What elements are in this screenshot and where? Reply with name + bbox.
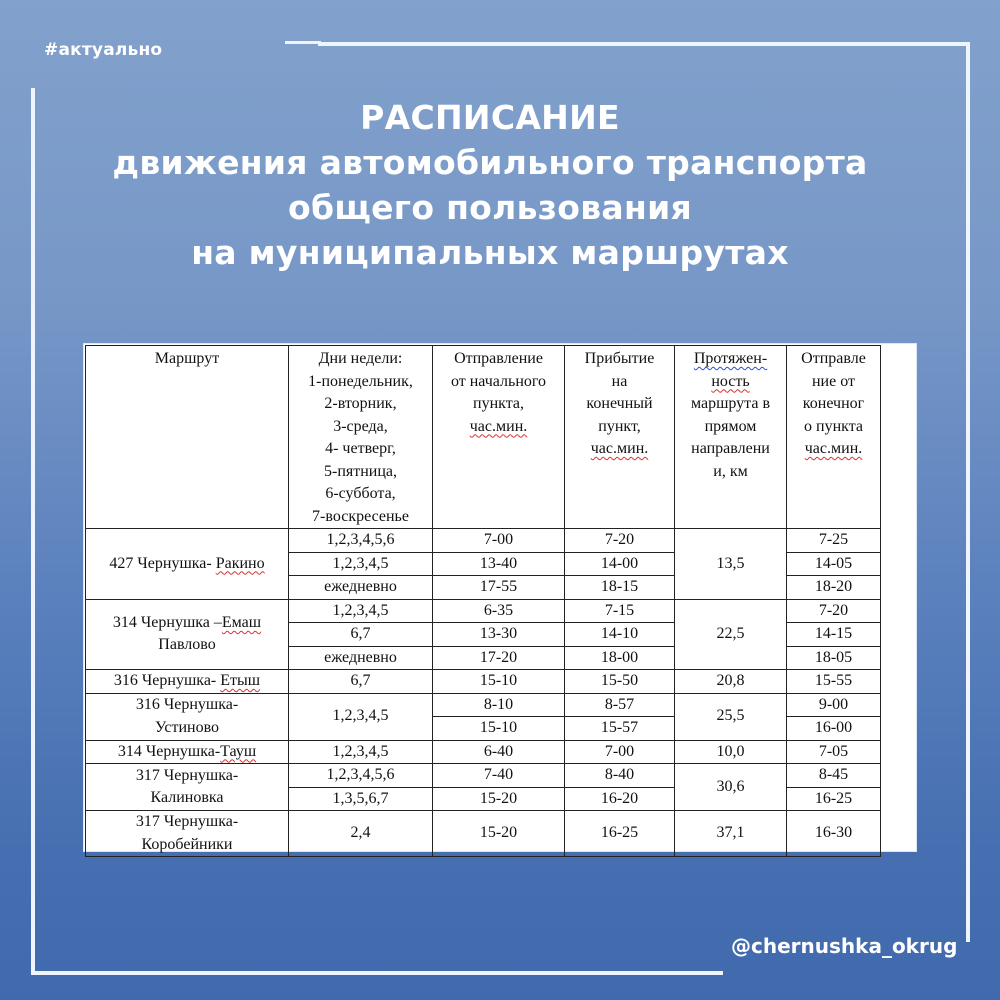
days-cell: 2,4 — [289, 811, 433, 857]
length-cell: 20,8 — [675, 670, 787, 694]
depart-cell: 15-20 — [433, 787, 565, 811]
days-cell: 1,3,5,6,7 — [289, 787, 433, 811]
route-name-cell — [86, 599, 289, 670]
route-name-line: Устиново — [154, 718, 220, 736]
frame-top-stub — [285, 41, 321, 44]
header-line: час.мин. — [804, 440, 863, 457]
days-cell: 1,2,3,4,5 — [289, 599, 433, 623]
header-arrival-end — [565, 346, 675, 529]
days-cell: 6,7 — [289, 670, 433, 694]
table-row — [86, 599, 881, 623]
title-line-1: РАСПИСАНИЕ — [360, 98, 620, 137]
header-departure-start — [433, 346, 565, 529]
depart-cell: 8-10 — [433, 693, 565, 717]
depart-cell: 6-40 — [433, 740, 565, 764]
length-cell: 22,5 — [675, 599, 787, 670]
header-line: на — [611, 372, 628, 390]
title-line-3: общего пользования — [288, 188, 692, 227]
header-line: пункта, — [473, 395, 524, 412]
depart-cell: 13-40 — [433, 552, 565, 576]
arrive-cell: 18-00 — [565, 646, 675, 670]
header-line: Протяжен- — [693, 350, 768, 367]
header-days-line: 4- четверг, — [325, 440, 396, 457]
route-name-cell — [86, 740, 289, 764]
route-name-cell — [86, 693, 289, 740]
header-line: Отправление — [454, 350, 543, 367]
arrive-cell: 7-20 — [565, 529, 675, 553]
header-length — [675, 346, 787, 529]
schedule-table — [85, 345, 881, 857]
table-header-row — [86, 346, 881, 529]
header-route — [86, 346, 289, 529]
route-name-cell — [86, 670, 289, 694]
header-line: Отправле — [801, 350, 866, 367]
arrive-cell: 14-00 — [565, 552, 675, 576]
route-name: 314 Чернушка-Тауш — [117, 742, 257, 760]
arrive-cell: 14-10 — [565, 623, 675, 647]
header-line: от начального — [450, 372, 547, 390]
arrive-cell: 16-25 — [565, 811, 675, 857]
arrive-cell: 8-57 — [565, 693, 675, 717]
depart-cell: 13-30 — [433, 623, 565, 647]
header-days-line: 2-вторник, — [324, 395, 397, 412]
return-cell: 7-05 — [787, 740, 881, 764]
depart-cell: 6-35 — [433, 599, 565, 623]
days-cell: 1,2,3,4,5 — [289, 693, 433, 740]
arrive-cell: 16-20 — [565, 787, 675, 811]
route-name-line: 314 Чернушка –Емаш — [112, 613, 262, 631]
header-days-line: 1-понедельник, — [308, 372, 413, 390]
header-days-line: Дни недели: — [318, 350, 403, 367]
arrive-cell: 15-57 — [565, 717, 675, 741]
arrive-cell: 18-15 — [565, 576, 675, 600]
frame-top-line — [318, 42, 970, 46]
depart-cell: 7-40 — [433, 764, 565, 788]
header-line: час.мин. — [590, 440, 649, 457]
table-row — [86, 670, 881, 694]
header-departure-end — [787, 346, 881, 529]
days-cell: 1,2,3,4,5 — [289, 740, 433, 764]
spellcheck-word: Ракино — [215, 554, 265, 572]
header-line: и, км — [713, 462, 748, 480]
return-cell: 18-05 — [787, 646, 881, 670]
days-cell: 1,2,3,4,5 — [289, 552, 433, 576]
header-line: маршрута в — [690, 395, 771, 412]
route-name-line: Коробейники — [141, 835, 233, 853]
days-cell: 1,2,3,4,5,6 — [289, 529, 433, 553]
return-cell: 8-45 — [787, 764, 881, 788]
table-row — [86, 693, 881, 717]
table-row — [86, 740, 881, 764]
spellcheck-word: Емаш — [221, 613, 262, 631]
header-line: конечный — [586, 395, 653, 412]
return-cell: 16-30 — [787, 811, 881, 857]
header-line: прямом — [704, 417, 757, 435]
header-line: Прибытие — [584, 350, 655, 367]
route-name-line: 317 Чернушка- — [135, 813, 239, 830]
spellcheck-word: Етыш — [220, 672, 261, 689]
length-cell: 10,0 — [675, 740, 787, 764]
table-row — [86, 764, 881, 788]
depart-cell: 7-00 — [433, 529, 565, 553]
return-cell: 9-00 — [787, 693, 881, 717]
length-cell: 37,1 — [675, 811, 787, 857]
header-line: конечног — [802, 395, 865, 412]
return-cell: 18-20 — [787, 576, 881, 600]
header-line: ность — [711, 372, 750, 390]
header-days-line: 6-суббота, — [325, 485, 396, 502]
table-row — [86, 811, 881, 857]
frame-bottom-line — [31, 971, 723, 975]
days-cell: ежедневно — [289, 576, 433, 600]
header-line: направлени — [691, 440, 770, 457]
depart-cell: 17-20 — [433, 646, 565, 670]
header-line: ние от — [811, 372, 855, 390]
route-name-line: 316 Чернушка- — [135, 696, 239, 713]
header-line: пункт, — [598, 417, 641, 435]
page-title — [0, 95, 980, 275]
return-cell: 15-55 — [787, 670, 881, 694]
header-days-line: 5-пятница, — [323, 462, 398, 480]
route-name-line: Калиновка — [150, 789, 224, 806]
return-cell: 16-00 — [787, 717, 881, 741]
spellcheck-word: Тауш — [220, 742, 257, 760]
table-row — [86, 529, 881, 553]
arrive-cell: 15-50 — [565, 670, 675, 694]
title-line-2: движения автомобильного транспорта — [112, 143, 868, 182]
hashtag-label: #актуально — [44, 40, 163, 60]
return-cell: 14-15 — [787, 623, 881, 647]
route-name-cell — [86, 764, 289, 811]
return-cell: 7-25 — [787, 529, 881, 553]
depart-cell: 17-55 — [433, 576, 565, 600]
route-name-cell — [86, 811, 289, 857]
depart-cell: 15-10 — [433, 717, 565, 741]
length-cell: 25,5 — [675, 693, 787, 740]
route-name-cell — [86, 529, 289, 600]
title-line-4: на муниципальных маршрутах — [191, 233, 789, 272]
header-line: о пункта — [804, 417, 863, 435]
depart-cell: 15-20 — [433, 811, 565, 857]
days-cell: 6,7 — [289, 623, 433, 647]
return-cell: 14-05 — [787, 552, 881, 576]
header-days-line: 7-воскресенье — [312, 507, 409, 525]
header-days — [289, 346, 433, 529]
length-cell: 13,5 — [675, 529, 787, 600]
account-handle: @chernushka_okrug — [731, 934, 958, 958]
days-cell: 1,2,3,4,5,6 — [289, 764, 433, 788]
return-cell: 7-20 — [787, 599, 881, 623]
arrive-cell: 7-15 — [565, 599, 675, 623]
return-cell: 16-25 — [787, 787, 881, 811]
length-cell: 30,6 — [675, 764, 787, 811]
days-cell: ежедневно — [289, 646, 433, 670]
route-name: 427 Чернушка- Ракино — [109, 554, 265, 572]
route-name: 316 Чернушка- Етыш — [113, 672, 261, 689]
arrive-cell: 8-40 — [565, 764, 675, 788]
route-name-line: 317 Чернушка- — [135, 766, 239, 784]
depart-cell: 15-10 — [433, 670, 565, 694]
arrive-cell: 7-00 — [565, 740, 675, 764]
route-name-line: Павлово — [158, 636, 216, 654]
header-route-label: Маршрут — [154, 350, 220, 367]
header-days-line: 3-среда, — [333, 417, 388, 435]
header-line: час.мин. — [469, 417, 528, 435]
schedule-table-image — [83, 343, 917, 852]
